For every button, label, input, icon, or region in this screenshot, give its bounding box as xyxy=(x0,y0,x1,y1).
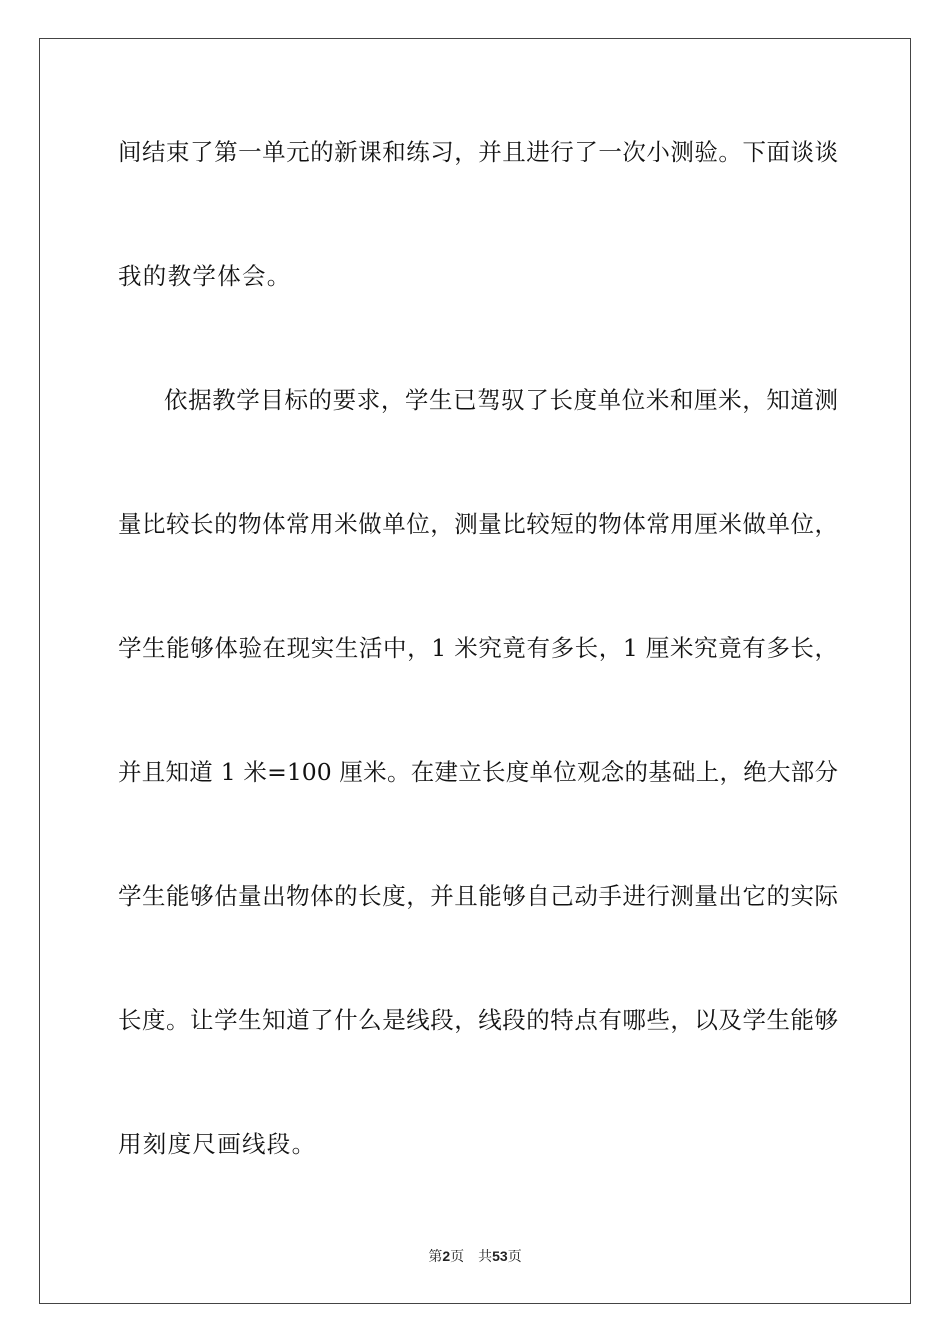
text-line-8: 长度。让学生知道了什么是线段，线段的特点有哪些，以及学生能够 xyxy=(118,1006,838,1034)
text-line-9: 用刻度尺画线段。 xyxy=(118,1130,317,1158)
page-footer xyxy=(0,1247,950,1266)
text-line-7: 学生能够估量出物体的长度，并且能够自己动手进行测量出它的实际 xyxy=(118,882,838,910)
text-line-1: 间结束了第一单元的新课和练习，并且进行了一次小测验。下面谈谈 xyxy=(118,138,838,166)
total-suffix: 页 xyxy=(507,1249,522,1265)
page-border xyxy=(39,38,911,1304)
text-line-5: 学生能够体验在现实生活中，1 米究竟有多长，1 厘米究竟有多长， xyxy=(118,634,838,662)
total-pages: 53 xyxy=(492,1248,508,1264)
page-prefix: 第 xyxy=(428,1249,443,1265)
text-line-2: 我的教学体会。 xyxy=(118,262,292,290)
text-line-6: 并且知道 1 米=100 厘米。在建立长度单位观念的基础上，绝大部分 xyxy=(118,758,838,786)
total-prefix: 共 xyxy=(478,1249,493,1265)
page-suffix: 页 xyxy=(450,1249,465,1265)
text-line-4: 量比较长的物体常用米做单位，测量比较短的物体常用厘米做单位， xyxy=(118,510,838,538)
paragraph-first-line: 依据教学目标的要求，学生已驾驭了长度单位米和厘米，知道测 xyxy=(164,386,838,414)
page-number: 2 xyxy=(442,1248,451,1264)
